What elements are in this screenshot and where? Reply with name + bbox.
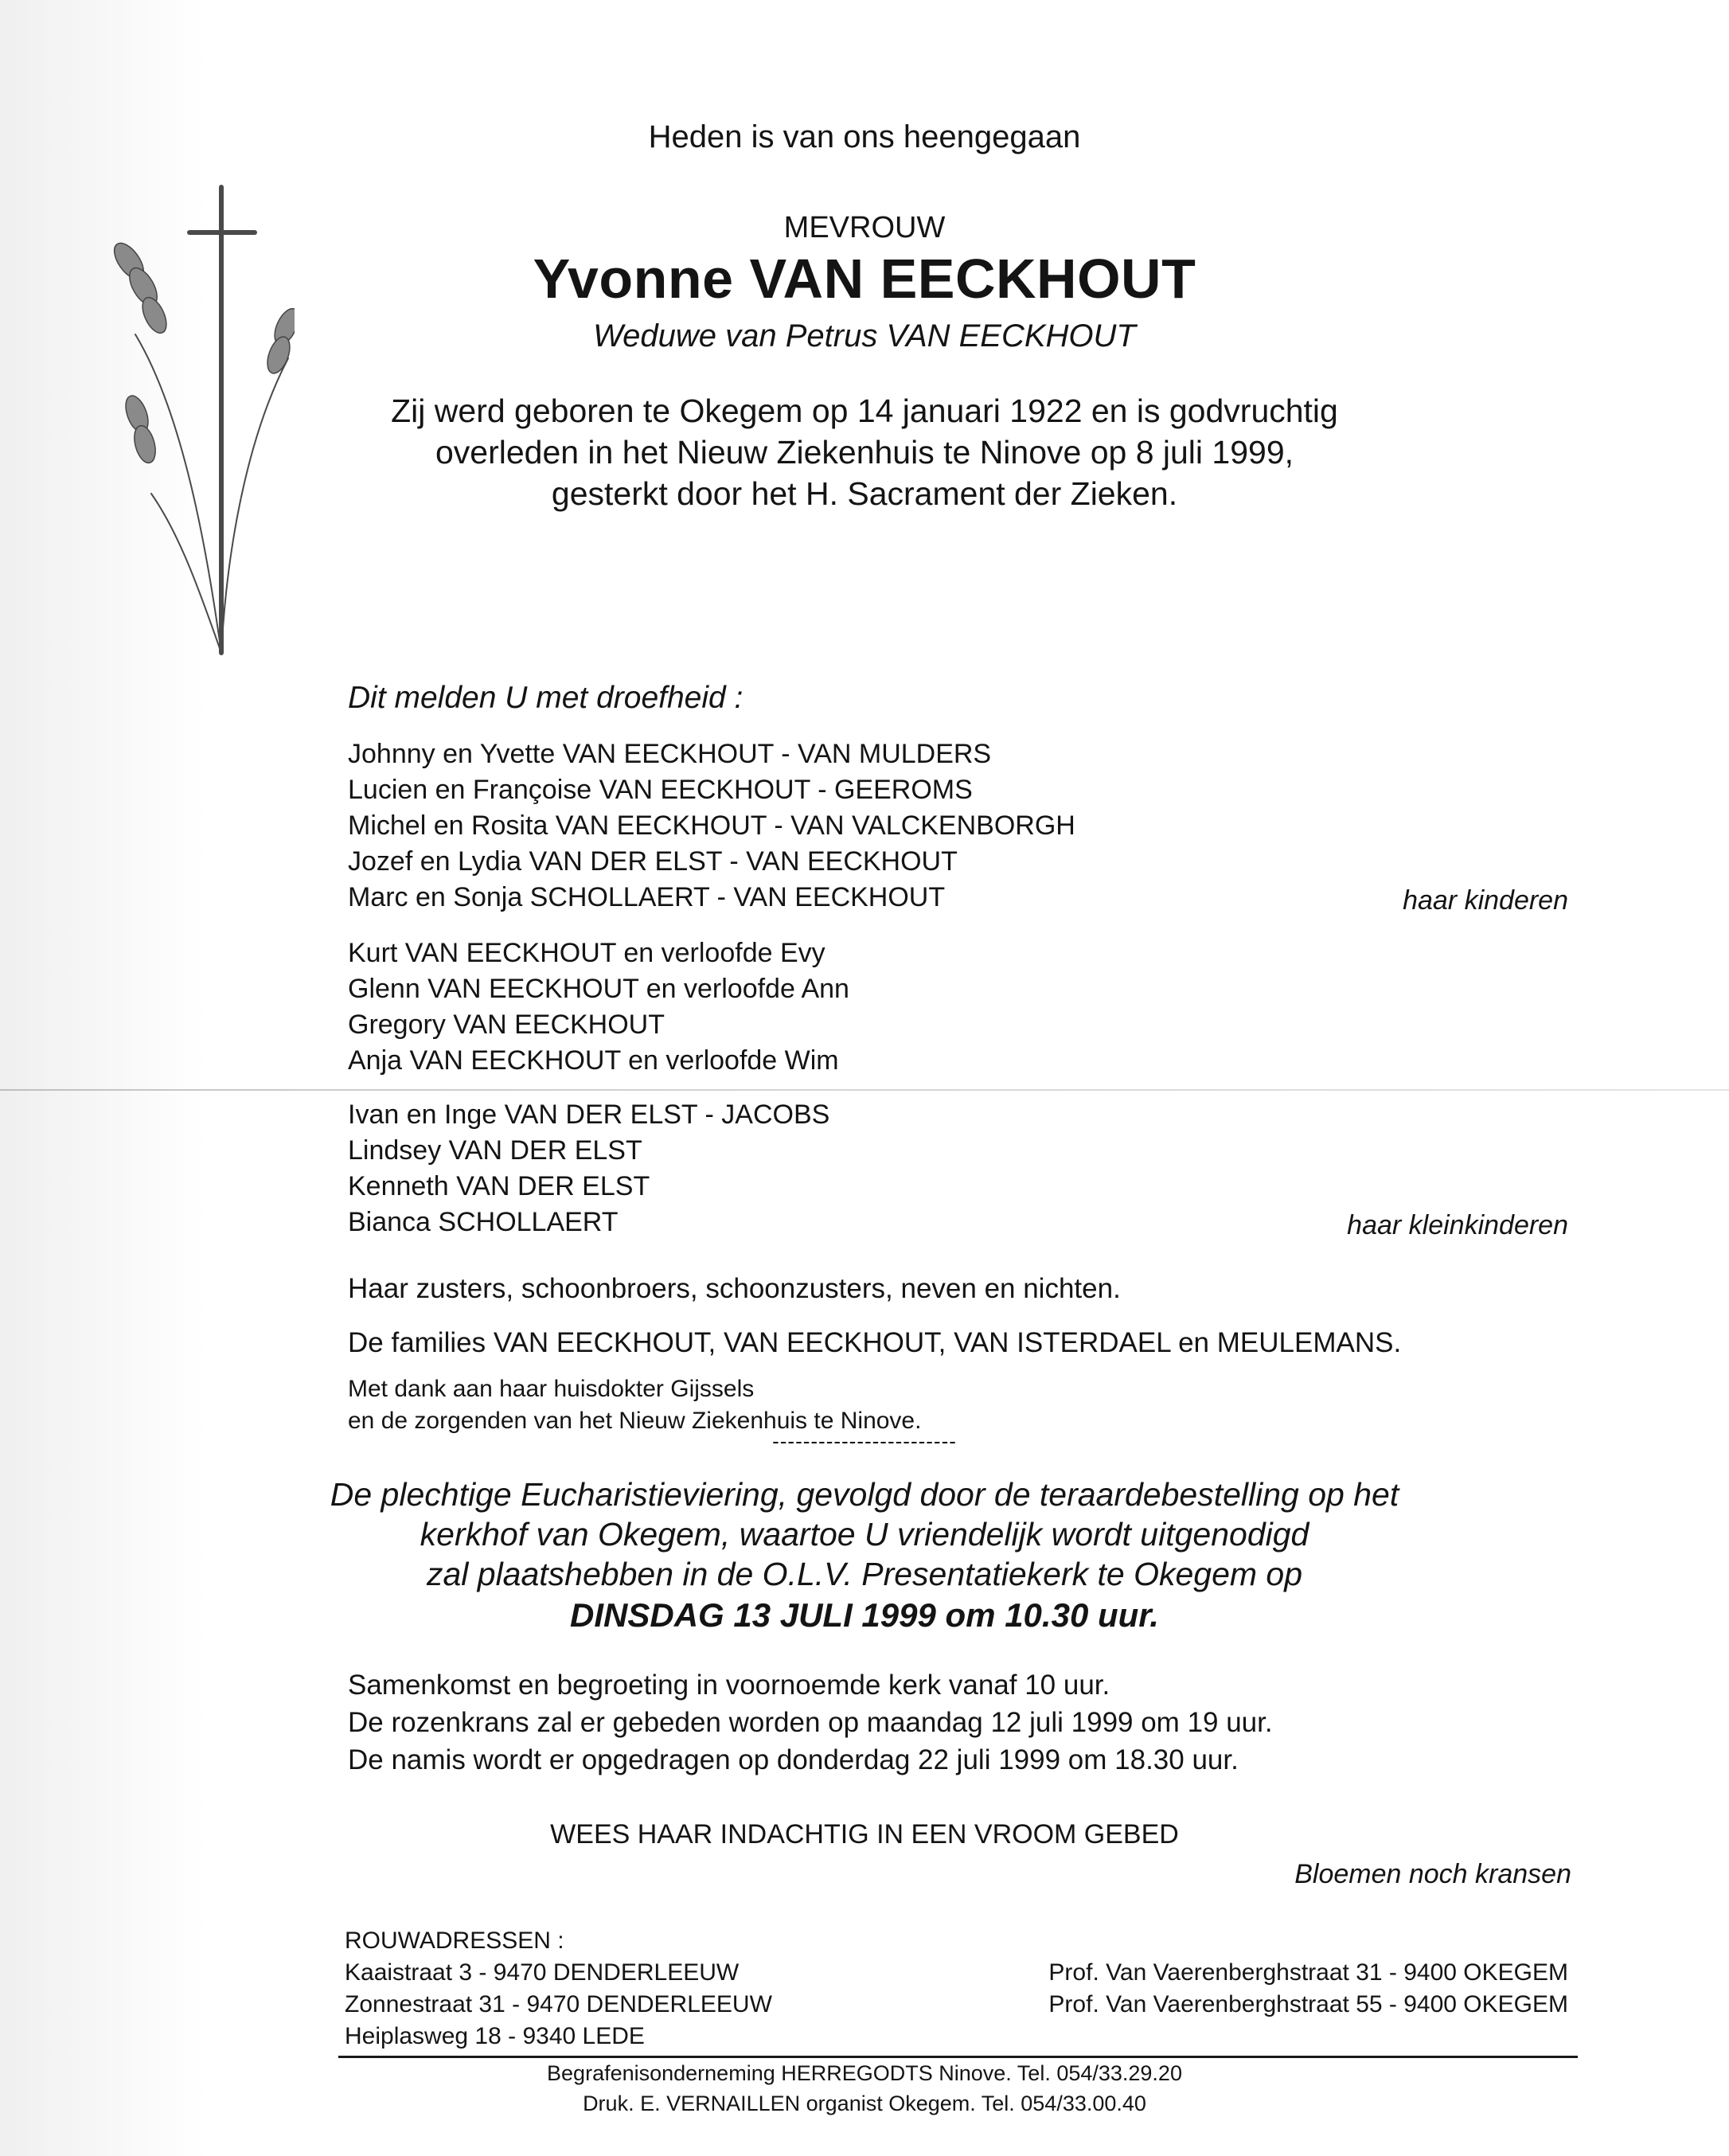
relatives-block — [348, 1262, 1401, 1370]
remember-line: WEES HAAR INDACHTIG IN EEN VROOM GEBED — [550, 1819, 1179, 1849]
list-item: Kenneth VAN DER ELST — [348, 1171, 650, 1201]
grandchildren-list-2 — [348, 1097, 829, 1240]
widow-line: Weduwe van Petrus VAN EECKHOUT — [593, 318, 1136, 353]
list-item: Marc en Sonja SCHOLLAERT - VAN EECKHOUT — [348, 882, 946, 912]
footer — [0, 2058, 1729, 2119]
birth-death-line: gesterkt door het H. Sacrament der Zieken. — [551, 475, 1178, 512]
title-prefix: MEVROUW — [783, 211, 946, 244]
birth-death-line: Zij werd geboren te Okegem op 14 januari 1922 en is godvruchtig — [391, 393, 1338, 429]
address-line: Heiplasweg 18 - 9340 LEDE — [345, 2023, 645, 2049]
address-line: Prof. Van Vaerenberghstraat 55 - 9400 OKEGEM — [1048, 1991, 1568, 2017]
relatives-line: Haar zusters, schoonbroers, schoonzusters, neven en nichten. — [348, 1273, 1121, 1304]
thanks-block — [348, 1373, 921, 1437]
addresses-label: ROUWADRESSEN : — [345, 1928, 564, 1954]
children-list — [348, 736, 1075, 916]
fold-line — [0, 1089, 1729, 1091]
service-paragraph — [0, 1474, 1729, 1594]
separator: ------------------------ — [772, 1429, 957, 1453]
list-item: Ivan en Inge VAN DER ELST - JACOBS — [348, 1099, 830, 1130]
service-date: DINSDAG 13 JULI 1999 om 10.30 uur. — [570, 1596, 1159, 1634]
list-item: Johnny en Yvette VAN EECKHOUT - VAN MULDERS — [348, 739, 992, 769]
list-item: Anja VAN EECKHOUT en verloofde Wim — [348, 1045, 839, 1076]
deceased-name: Yvonne VAN EECKHOUT — [533, 248, 1196, 310]
children-relation: haar kinderen — [1403, 885, 1568, 916]
intro-line: Heden is van ons heengegaan — [648, 119, 1081, 154]
footer-line: Druk. E. VERNAILLEN organist Okegem. Tel. 054/33.00.40 — [583, 2092, 1146, 2115]
list-item: Lucien en Françoise VAN EECKHOUT - GEEROMS — [348, 775, 973, 805]
list-item: Kurt VAN EECKHOUT en verloofde Evy — [348, 938, 825, 968]
list-item: Lindsey VAN DER ELST — [348, 1135, 642, 1166]
birth-death-paragraph — [0, 390, 1729, 514]
list-item: Michel en Rosita VAN EECKHOUT - VAN VALCKENBORGH — [348, 810, 1075, 841]
gathering-line: Samenkomst en begroeting in voornoemde kerk vanaf 10 uur. — [348, 1670, 1110, 1701]
grandchildren-list-1 — [348, 935, 849, 1079]
address-line: Zonnestraat 31 - 9470 DENDERLEEUW — [345, 1991, 772, 2017]
gatherings-block — [348, 1666, 1273, 1779]
address-line: Kaaistraat 3 - 9470 DENDERLEEUW — [345, 1959, 740, 1986]
relatives-line: De families VAN EECKHOUT, VAN EECKHOUT, VAN ISTERDAEL en MEULEMANS. — [348, 1327, 1402, 1358]
service-line: zal plaatshebben in de O.L.V. Presentatiekerk te Okegem op — [426, 1556, 1303, 1592]
announcement: Dit melden U met droefheid : — [348, 681, 744, 715]
gathering-line: De rozenkrans zal er gebeden worden op maandag 12 juli 1999 om 19 uur. — [348, 1707, 1273, 1738]
list-item: Gregory VAN EECKHOUT — [348, 1010, 665, 1040]
no-flowers-note: Bloemen noch kransen — [1294, 1859, 1571, 1889]
service-line: kerkhof van Okegem, waartoe U vriendelijk wordt uitgenodigd — [420, 1516, 1309, 1553]
address-line: Prof. Van Vaerenberghstraat 31 - 9400 OKEGEM — [1048, 1959, 1568, 1986]
service-line: De plechtige Eucharistieviering, gevolgd door de teraardebestelling op het — [330, 1476, 1399, 1513]
list-item: Bianca SCHOLLAERT — [348, 1207, 619, 1237]
list-item: Jozef en Lydia VAN DER ELST - VAN EECKHOUT — [348, 846, 958, 877]
list-item: Glenn VAN EECKHOUT en verloofde Ann — [348, 974, 849, 1004]
addresses-right — [1048, 1957, 1568, 2021]
grandchildren-relation: haar kleinkinderen — [1347, 1210, 1568, 1240]
footer-line: Begrafenisonderneming HERREGODTS Ninove. Tel. 054/33.29.20 — [547, 2061, 1182, 2085]
birth-death-line: overleden in het Nieuw Ziekenhuis te Ninove op 8 juli 1999, — [435, 434, 1294, 471]
thanks-line: Met dank aan haar huisdokter Gijssels — [348, 1376, 755, 1402]
addresses-left — [345, 1925, 772, 2052]
thanks-line: en de zorgenden van het Nieuw Ziekenhuis te Ninove. — [348, 1408, 922, 1434]
gathering-line: De namis wordt er opgedragen op donderdag 22 juli 1999 om 18.30 uur. — [348, 1744, 1239, 1775]
